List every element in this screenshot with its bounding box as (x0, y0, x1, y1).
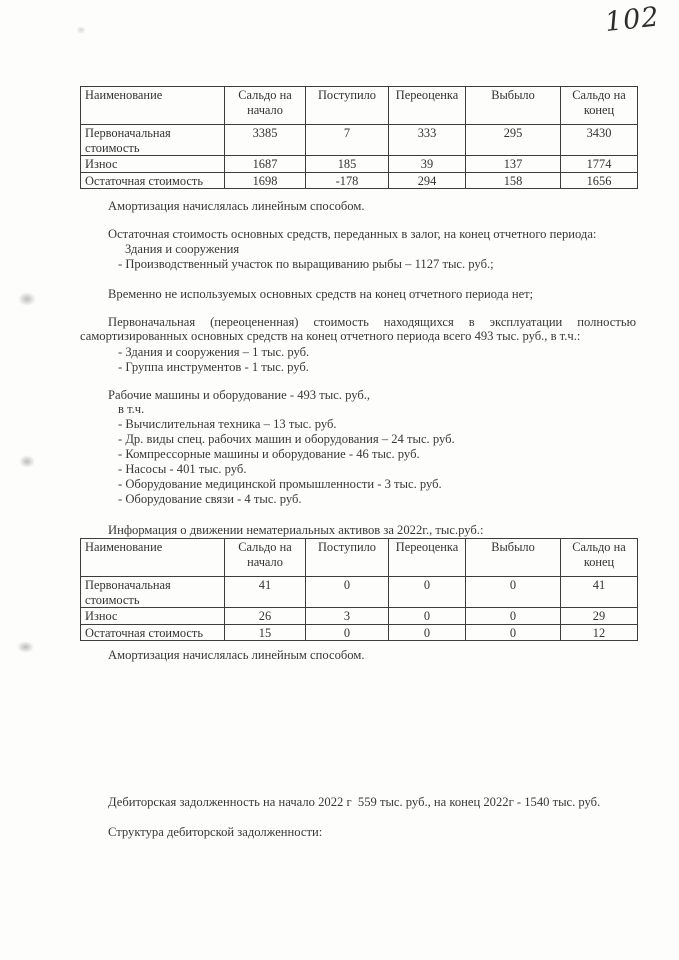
margin-smudge (18, 292, 36, 306)
cell-value: 0 (466, 577, 561, 608)
cell-value: -178 (306, 172, 389, 189)
cell-value: 7 (306, 125, 389, 156)
cell-value: 158 (466, 172, 561, 189)
cell-value: 1656 (561, 172, 638, 189)
column-header-received: Поступило (306, 539, 389, 577)
cell-value: 3 (306, 608, 389, 625)
cell-value: 3385 (225, 125, 306, 156)
table-row (81, 125, 638, 156)
cell-value: 29 (561, 608, 638, 625)
cell-value: 26 (225, 608, 306, 625)
table-header-row (81, 539, 638, 577)
scan-artifact-dot (76, 26, 86, 34)
machines-item: - Компрессорные машины и оборудование - 46 тыс. руб. (118, 447, 420, 461)
row-label: Остаточная стоимость (81, 172, 225, 189)
machines-item: - Оборудование медицинской промышленности - 3 тыс. руб. (118, 477, 442, 491)
margin-smudge (17, 641, 34, 653)
pledged-assets-title: Остаточная стоимость основных средств, переданных в залог, на конец отчетного периода: (108, 227, 597, 241)
cell-value: 41 (561, 577, 638, 608)
column-header-closing-balance: Сальдо на конец (561, 87, 638, 125)
cell-value: 1698 (225, 172, 306, 189)
machines-item: - Оборудование связи - 4 тыс. руб. (118, 492, 302, 506)
table-header-row (81, 87, 638, 125)
intangible-assets-movement-table (80, 538, 638, 641)
column-header-name: Наименование (81, 539, 225, 577)
table-row (81, 608, 638, 625)
fully-amortized-item: - Группа инструментов - 1 тыс. руб. (118, 360, 309, 374)
cell-value: 185 (306, 156, 389, 173)
column-header-disposed: Выбыло (466, 87, 561, 125)
intangible-assets-table-title: Информация о движении нематериальных активов за 2022г., тыс.руб.: (108, 523, 484, 537)
cell-value: 0 (389, 608, 466, 625)
fully-amortized-item: - Здания и сооружения – 1 тыс. руб. (118, 345, 310, 359)
table-row (81, 577, 638, 608)
cell-value: 0 (466, 624, 561, 641)
cell-value: 41 (225, 577, 306, 608)
cell-value: 0 (306, 624, 389, 641)
receivables-summary-line: Дебиторская задолженность на начало 2022 г 559 тыс. руб., на конец 2022г - 1540 тыс. руб. (108, 795, 601, 809)
cell-value: 1774 (561, 156, 638, 173)
cell-value: 12 (561, 624, 638, 641)
handwritten-page-number: 102 (603, 1, 662, 39)
table-row (81, 624, 638, 641)
column-header-closing-balance: Сальдо на конец (561, 539, 638, 577)
row-label: Первоначальная стоимость (81, 577, 225, 608)
column-header-disposed: Выбыло (466, 539, 561, 577)
cell-value: 0 (389, 577, 466, 608)
cell-value: 15 (225, 624, 306, 641)
machines-including-label: в т.ч. (118, 402, 145, 416)
cell-value: 333 (389, 125, 466, 156)
cell-value: 3430 (561, 125, 638, 156)
amortization-note-1: Амортизация начислялась линейным способом. (108, 199, 365, 213)
cell-value: 295 (466, 125, 561, 156)
cell-value: 0 (306, 577, 389, 608)
column-header-name: Наименование (81, 87, 225, 125)
cell-value: 0 (466, 608, 561, 625)
amortization-note-2: Амортизация начислялась линейным способом. (108, 648, 365, 662)
row-label: Износ (81, 608, 225, 625)
cell-value: 294 (389, 172, 466, 189)
fixed-assets-movement-table (80, 86, 638, 189)
machines-item: - Насосы - 401 тыс. руб. (118, 462, 247, 476)
cell-value: 39 (389, 156, 466, 173)
fully-amortized-paragraph-line2: самортизированных основных средств на конец отчетного периода всего 493 тыс. руб., в т.ч.: (80, 329, 581, 343)
pledged-assets-item: - Производственный участок по выращиванию рыбы – 1127 тыс. руб.; (118, 257, 494, 271)
row-label: Первоначальная стоимость (81, 125, 225, 156)
row-label: Износ (81, 156, 225, 173)
cell-value: 1687 (225, 156, 306, 173)
column-header-revaluation: Переоценка (389, 87, 466, 125)
fully-amortized-paragraph-line1: Первоначальная (переоцененная) стоимость находящихся в эксплуатации полностью (108, 315, 636, 329)
cell-value: 0 (389, 624, 466, 641)
row-label: Остаточная стоимость (81, 624, 225, 641)
machines-total-line: Рабочие машины и оборудование - 493 тыс. руб., (108, 388, 371, 402)
table-row (81, 156, 638, 173)
pledged-assets-group: Здания и сооружения (125, 242, 240, 256)
margin-smudge (19, 455, 35, 468)
table-row (81, 172, 638, 189)
machines-item: - Вычислительная техника – 13 тыс. руб. (118, 417, 337, 431)
column-header-received: Поступило (306, 87, 389, 125)
machines-item: - Др. виды спец. рабочих машин и оборудования – 24 тыс. руб. (118, 432, 455, 446)
cell-value: 137 (466, 156, 561, 173)
unused-assets-note: Временно не используемых основных средств на конец отчетного периода нет; (108, 287, 534, 301)
column-header-opening-balance: Сальдо на начало (225, 87, 306, 125)
column-header-revaluation: Переоценка (389, 539, 466, 577)
column-header-opening-balance: Сальдо на начало (225, 539, 306, 577)
receivables-structure-title: Структура дебиторской задолженности: (108, 825, 323, 839)
